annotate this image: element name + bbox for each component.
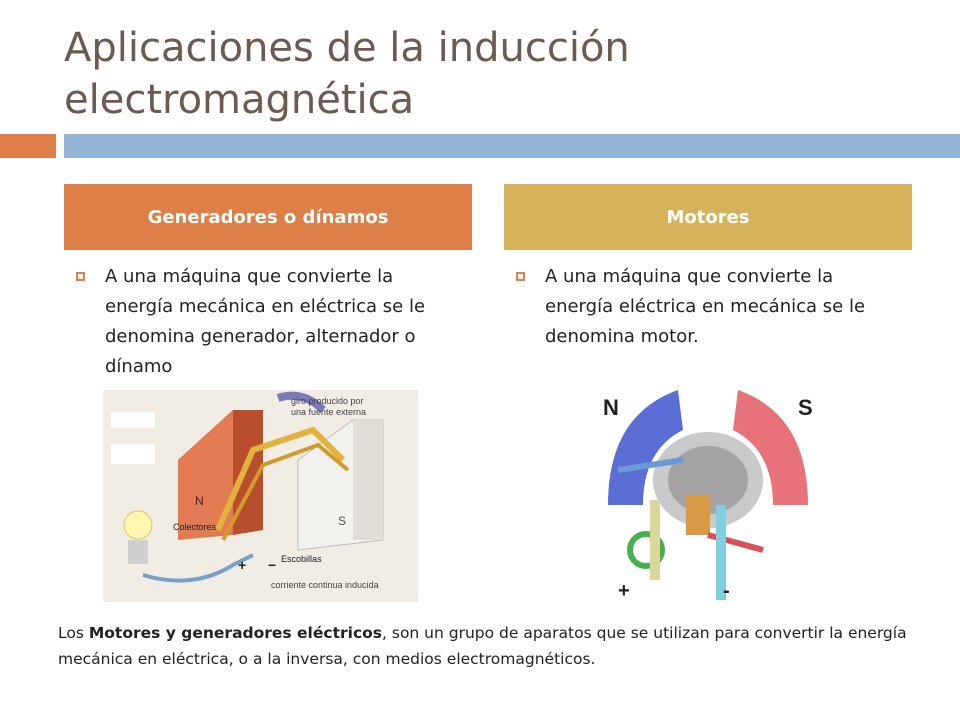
slide-title-line1: Aplicaciones de la inducción — [64, 25, 630, 71]
label-minus: − — [268, 557, 277, 573]
footer-rest: , son un grupo de aparatos que se utilizan para convertir la energía mecánica en eléctrica, o a la inversa, con medios electromagnéticos. — [58, 624, 907, 668]
label-corriente: corriente continua inducida — [271, 580, 379, 590]
motor-label-n: N — [603, 395, 619, 420]
header-motores — [504, 184, 912, 250]
motor-label-plus: + — [618, 580, 630, 602]
square-bullet-icon — [516, 272, 525, 281]
label-giro: giro producido por — [291, 396, 364, 406]
slide-title-line2: electromagnética — [64, 77, 415, 123]
motor-diagram — [588, 385, 828, 605]
motor-label-s: S — [798, 395, 813, 420]
label-plus: + — [238, 557, 247, 573]
footer-bold: Motores y generadores eléctricos — [88, 624, 383, 642]
bullet-generadores — [76, 262, 466, 382]
header-generadores-label: Generadores o dínamos — [147, 206, 389, 228]
bullet-motores-text: A una máquina que convierte la energía eléctrica en mecánica se le denomina motor. — [545, 266, 866, 347]
footer-paragraph — [58, 620, 918, 672]
bullet-motores — [516, 262, 906, 352]
accent-bar-blue — [64, 134, 960, 158]
header-motores-label: Motores — [666, 206, 750, 228]
generator-diagram — [103, 390, 418, 602]
footer-prefix: Los — [58, 624, 89, 642]
label-s: S — [338, 514, 347, 528]
bullet-generadores-text: A una máquina que convierte la energía mecánica en eléctrica se le denomina generador, alternador o dínamo — [105, 266, 426, 377]
motor-label-minus: - — [723, 580, 730, 602]
label-colectores: Colectores — [173, 522, 217, 532]
label-escobillas: Escobillas — [281, 554, 322, 564]
accent-bar-orange — [0, 134, 56, 158]
slide-title — [64, 22, 944, 126]
header-generadores — [64, 184, 472, 250]
label-giro-2: una fuente externa — [291, 407, 367, 417]
square-bullet-icon — [76, 272, 85, 281]
label-n: N — [195, 494, 204, 508]
